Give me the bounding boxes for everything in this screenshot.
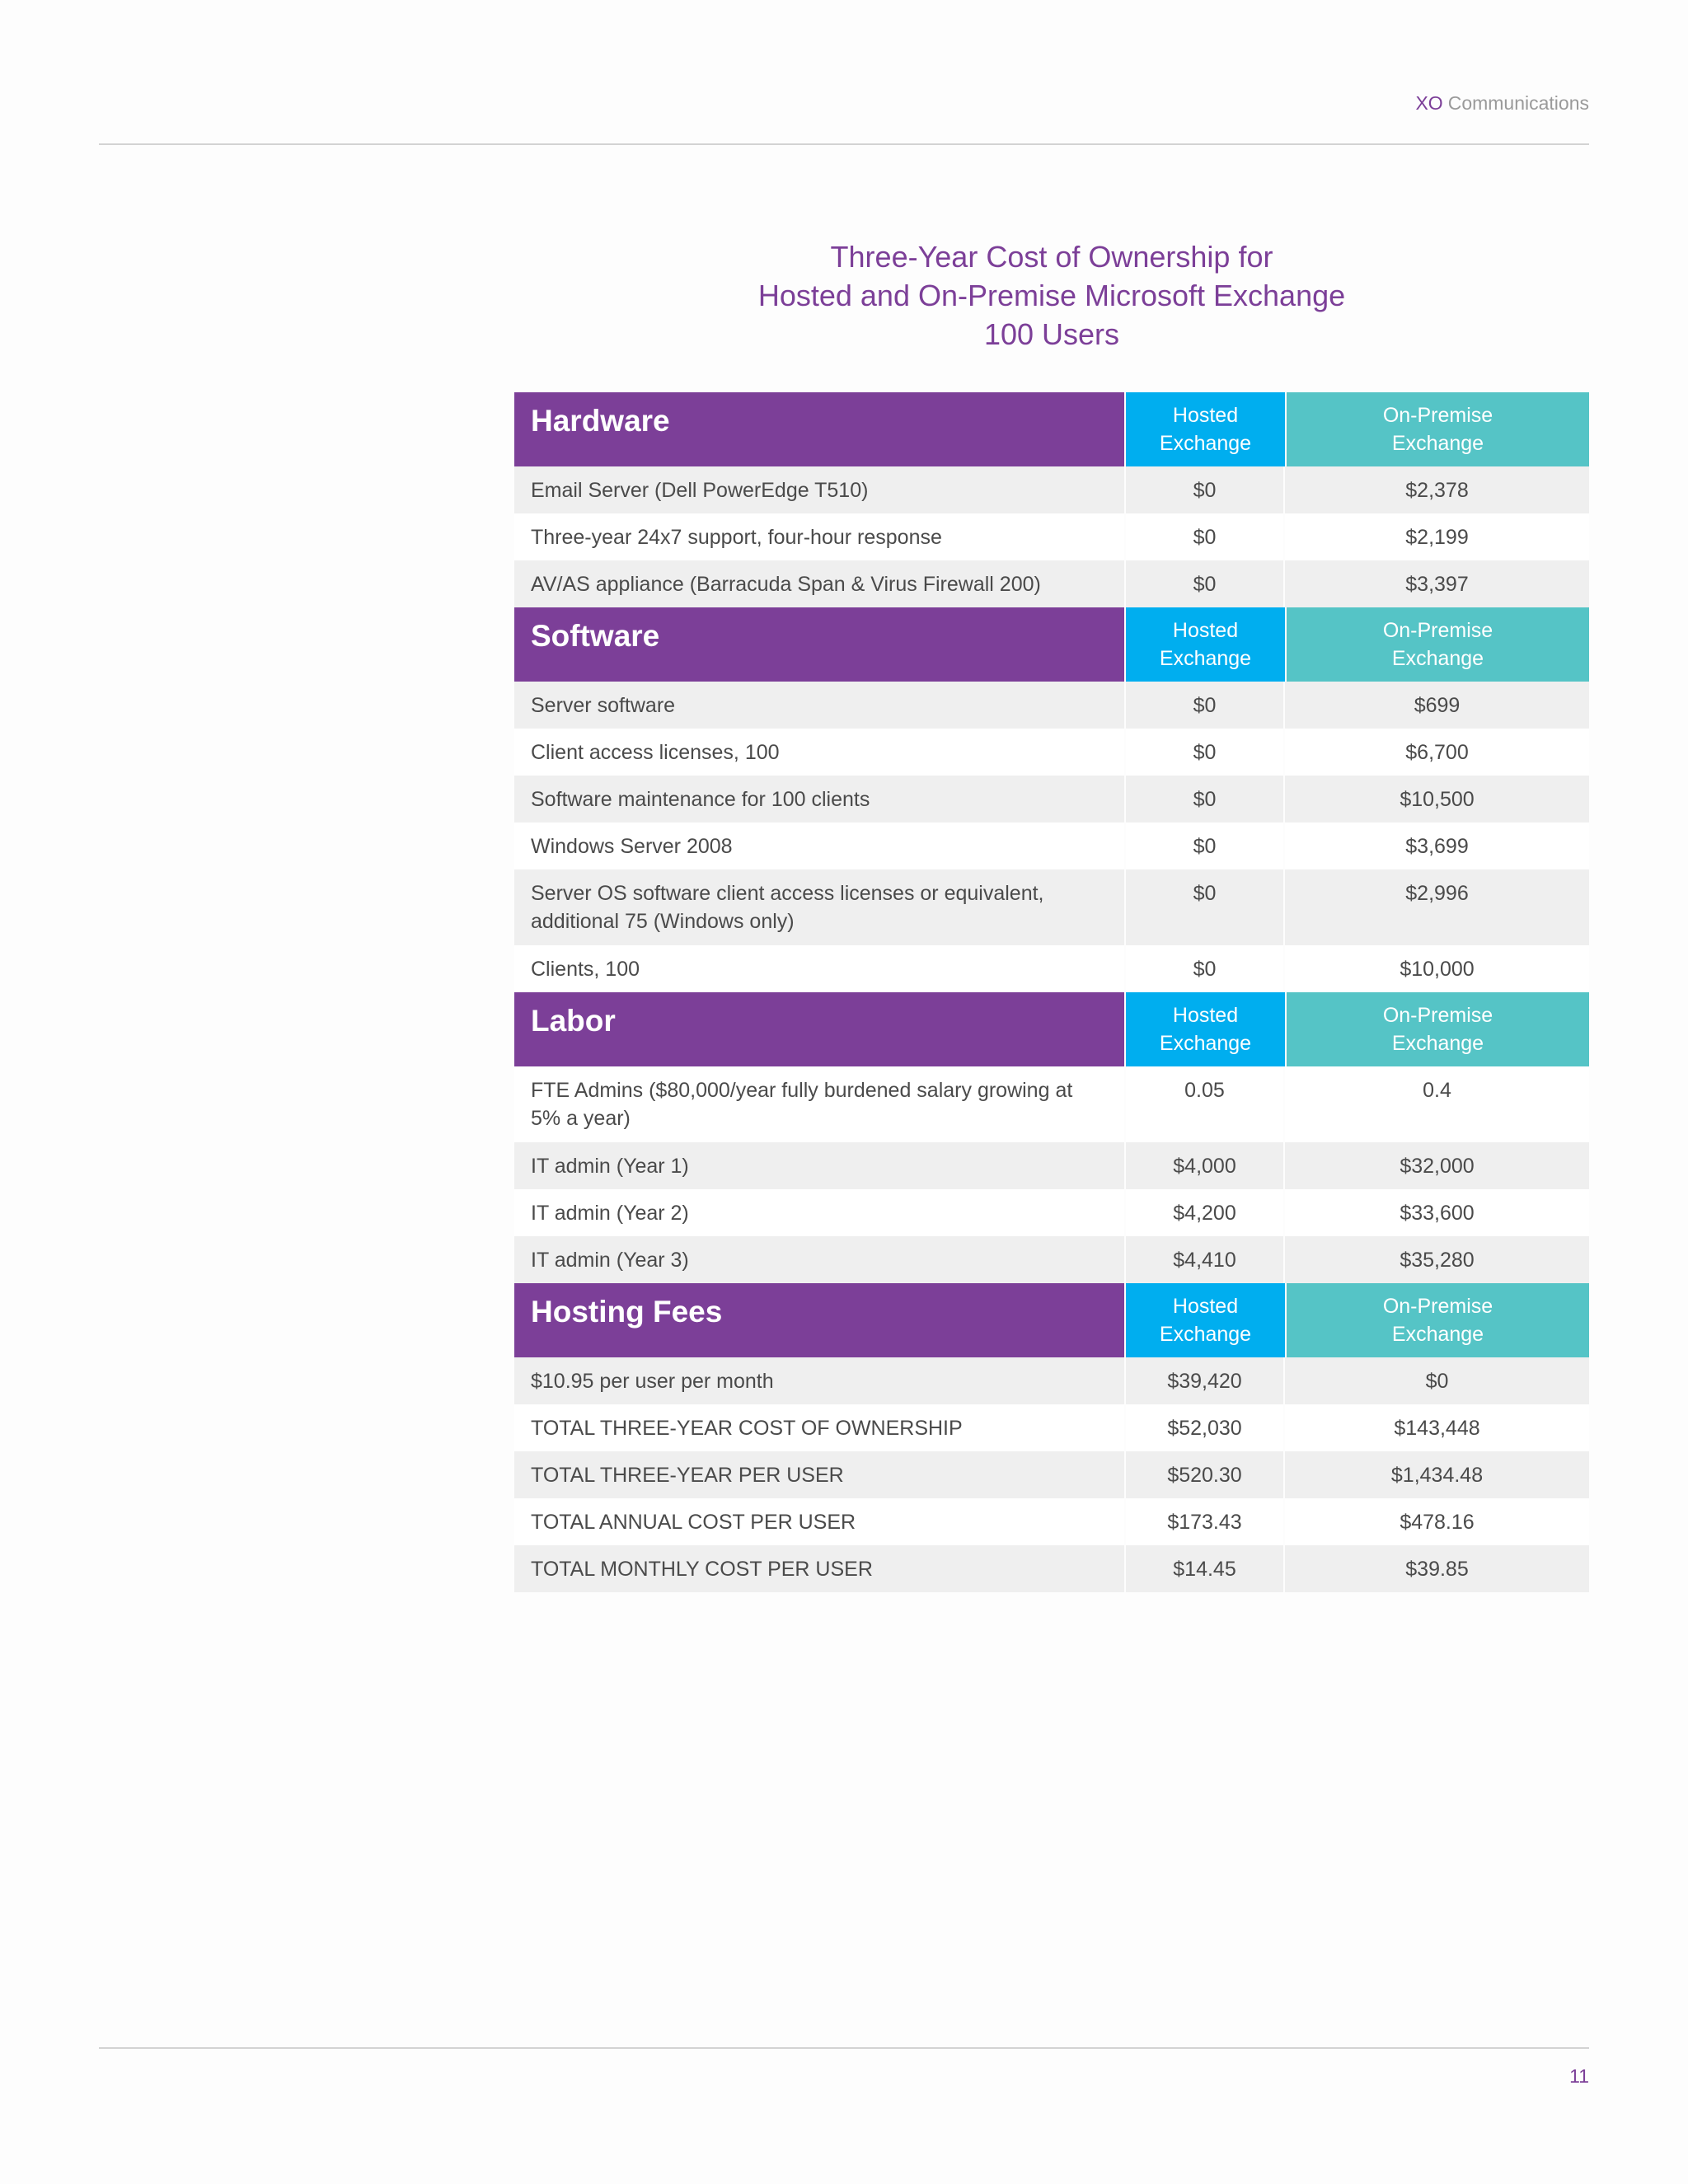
footer-rule — [99, 2047, 1589, 2049]
table-row — [514, 513, 1589, 560]
section-header — [514, 1283, 1589, 1357]
column-header-hosted: Hosted Exchange — [1126, 607, 1285, 682]
onprem-value: $33,600 — [1283, 1189, 1589, 1236]
table-row — [514, 776, 1589, 823]
hosted-value: $4,000 — [1124, 1142, 1283, 1189]
column-header-hosted: Hosted Exchange — [1126, 392, 1285, 466]
table-row — [514, 1498, 1589, 1545]
row-label: $10.95 per user per month — [531, 1370, 774, 1393]
onprem-value: $1,434.48 — [1283, 1451, 1589, 1498]
row-label: IT admin (Year 1) — [531, 1155, 689, 1178]
table-row — [514, 1236, 1589, 1283]
onprem-value: $2,996 — [1283, 869, 1589, 945]
section-labor — [514, 992, 1589, 1283]
onprem-value: $32,000 — [1283, 1142, 1589, 1189]
row-label: Email Server (Dell PowerEdge T510) — [531, 479, 869, 502]
hosted-value: $52,030 — [1124, 1404, 1283, 1451]
hosted-value: $0 — [1124, 682, 1283, 729]
onprem-value: $478.16 — [1283, 1498, 1589, 1545]
onprem-value: $2,378 — [1283, 466, 1589, 513]
row-label: TOTAL THREE-YEAR PER USER — [531, 1464, 844, 1487]
row-label: FTE Admins ($80,000/year fully burdened salary growing at 5% a year) — [531, 1079, 1073, 1130]
hosted-value: $0 — [1124, 729, 1283, 776]
row-label: Client access licenses, 100 — [531, 741, 780, 764]
header-rule — [99, 143, 1589, 145]
hosted-value: $4,410 — [1124, 1236, 1283, 1283]
table-row — [514, 1189, 1589, 1236]
title-line-2: Hosted and On-Premise Microsoft Exchange — [757, 279, 1346, 312]
page-number: 11 — [1569, 2065, 1589, 2087]
column-header-onprem: On-Premise Exchange — [1287, 1283, 1589, 1357]
row-label: IT admin (Year 2) — [531, 1202, 689, 1225]
cost-table — [514, 392, 1589, 1592]
onprem-value: $0 — [1283, 1357, 1589, 1404]
section-hardware — [514, 392, 1589, 607]
column-header-onprem: On-Premise Exchange — [1287, 392, 1589, 466]
onprem-value: $143,448 — [1283, 1404, 1589, 1451]
section-header — [514, 992, 1589, 1066]
section-header — [514, 392, 1589, 466]
table-row — [514, 1451, 1589, 1498]
row-label: Server OS software client access licenses or equivalent, additional 75 (Windows only) — [531, 882, 1044, 933]
table-row — [514, 1066, 1589, 1142]
onprem-value: $3,397 — [1283, 560, 1589, 607]
onprem-value: $699 — [1283, 682, 1589, 729]
row-label: IT admin (Year 3) — [531, 1249, 689, 1272]
column-header-hosted: Hosted Exchange — [1126, 1283, 1285, 1357]
row-label: TOTAL MONTHLY COST PER USER — [531, 1558, 873, 1581]
onprem-value: $10,000 — [1283, 945, 1589, 992]
hosted-value: $0 — [1124, 869, 1283, 945]
hosted-value: $14.45 — [1124, 1545, 1283, 1592]
table-row — [514, 945, 1589, 992]
section-title: Software — [514, 607, 1124, 682]
onprem-value: $39.85 — [1283, 1545, 1589, 1592]
table-row — [514, 729, 1589, 776]
hosted-value: $0 — [1124, 823, 1283, 869]
onprem-value: $35,280 — [1283, 1236, 1589, 1283]
onprem-value: 0.4 — [1283, 1066, 1589, 1142]
hosted-value: $0 — [1124, 776, 1283, 823]
section-software — [514, 607, 1589, 992]
title-line-1: Three-Year Cost of Ownership for — [830, 240, 1273, 274]
brand-xo: XO — [1415, 92, 1443, 114]
column-header-onprem: On-Premise Exchange — [1287, 992, 1589, 1066]
table-row — [514, 1404, 1589, 1451]
table-row — [514, 682, 1589, 729]
onprem-value: $10,500 — [1283, 776, 1589, 823]
hosted-value: $39,420 — [1124, 1357, 1283, 1404]
section-hosting-fees — [514, 1283, 1589, 1592]
title-line-3: 100 Users — [983, 317, 1120, 351]
table-row — [514, 1142, 1589, 1189]
column-header-hosted: Hosted Exchange — [1126, 992, 1285, 1066]
column-header-onprem: On-Premise Exchange — [1287, 607, 1589, 682]
section-title: Hosting Fees — [514, 1283, 1124, 1357]
row-label: Clients, 100 — [531, 958, 640, 981]
hosted-value: $0 — [1124, 466, 1283, 513]
table-row — [514, 560, 1589, 607]
table-row — [514, 466, 1589, 513]
row-label: TOTAL ANNUAL COST PER USER — [531, 1511, 856, 1534]
row-label: AV/AS appliance (Barracuda Span & Virus Firewall 200) — [531, 573, 1041, 596]
table-row — [514, 1357, 1589, 1404]
hosted-value: 0.05 — [1124, 1066, 1283, 1142]
header-brand — [1415, 92, 1589, 115]
hosted-value: $520.30 — [1124, 1451, 1283, 1498]
section-title: Labor — [514, 992, 1124, 1066]
table-row — [514, 823, 1589, 869]
section-title: Hardware — [514, 392, 1124, 466]
table-row — [514, 869, 1589, 945]
onprem-value: $6,700 — [1283, 729, 1589, 776]
table-row — [514, 1545, 1589, 1592]
brand-communications: Communications — [1447, 92, 1589, 114]
row-label: Windows Server 2008 — [531, 835, 733, 858]
hosted-value: $0 — [1124, 560, 1283, 607]
row-label: Three-year 24x7 support, four-hour response — [531, 526, 942, 549]
row-label: Software maintenance for 100 clients — [531, 788, 870, 811]
onprem-value: $2,199 — [1283, 513, 1589, 560]
hosted-value: $0 — [1124, 513, 1283, 560]
row-label: TOTAL THREE-YEAR COST OF OWNERSHIP — [531, 1417, 963, 1440]
page-title — [514, 237, 1589, 354]
onprem-value: $3,699 — [1283, 823, 1589, 869]
hosted-value: $4,200 — [1124, 1189, 1283, 1236]
hosted-value: $0 — [1124, 945, 1283, 992]
hosted-value: $173.43 — [1124, 1498, 1283, 1545]
section-header — [514, 607, 1589, 682]
row-label: Server software — [531, 694, 676, 717]
